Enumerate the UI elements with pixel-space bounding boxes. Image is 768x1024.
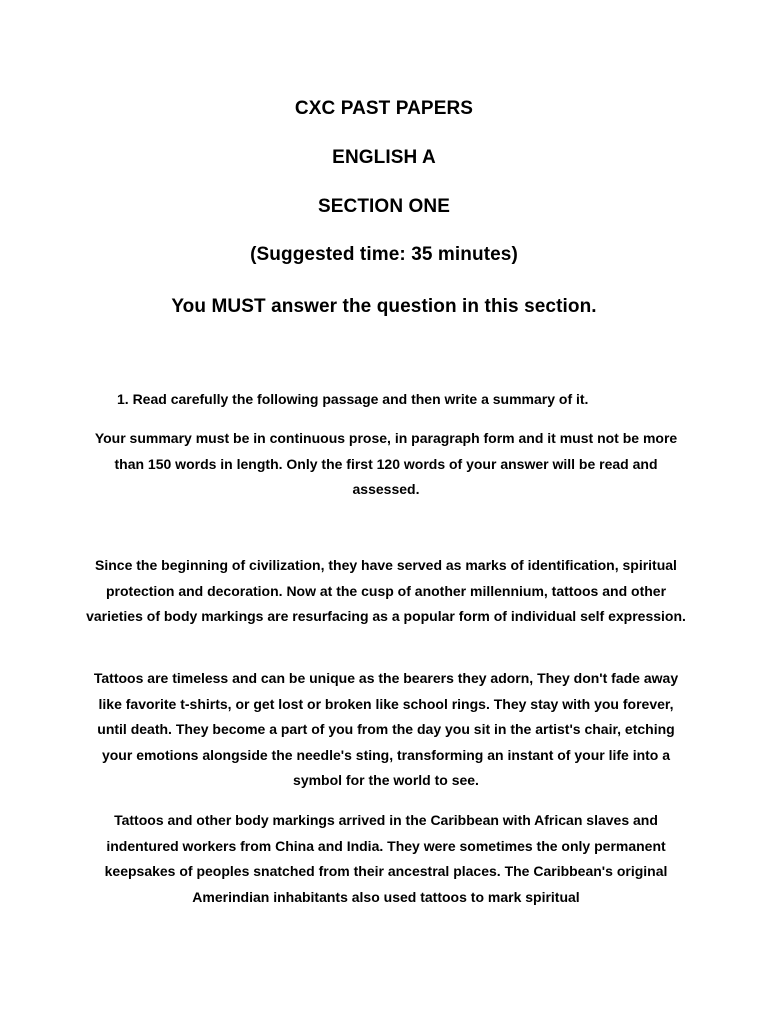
passage-paragraph-1: Since the beginning of civilization, they have served as marks of identification, spiritual protection and decoration. Now at the cusp of another millennium, tattoos and other varieties of body markings are resurfacing as a popular form of individual self expression.	[86, 557, 686, 624]
passage-paragraph-3: Tattoos and other body markings arrived in the Caribbean with African slaves and indentured workers from China and India. They were sometimes the only permanent keepsakes of peoples snatched from their ancestral places. The Caribbean's original Amerindian inhabitants also used tattoos to mark spiritual	[104, 812, 668, 905]
subject-title: ENGLISH A	[332, 147, 436, 168]
question-prompt: 1. Read carefully the following passage and then write a summary of it.	[117, 391, 589, 407]
section-instruction: You MUST answer the question in this section.	[171, 296, 597, 317]
paper-title: CXC PAST PAPERS	[294, 98, 474, 119]
suggested-time: (Suggested time: 35 minutes)	[250, 244, 518, 265]
passage-paragraph-2: Tattoos are timeless and can be unique as the bearers they adorn, They don't fade away like favorite t-shirts, or get lost or broken like school rings. They stay with you forever, until death. They become a part of you from the day you sit in the artist's chair, etching your emotions alongside the needle's sting, transforming an instant of your life into a symbol for the world to see.	[93, 670, 679, 788]
summary-instructions: Your summary must be in continuous prose, in paragraph form and it must not be more than 150 words in length. Only the first 120 words of your answer will be read and assessed.	[94, 430, 678, 497]
section-title: SECTION ONE	[317, 196, 450, 217]
